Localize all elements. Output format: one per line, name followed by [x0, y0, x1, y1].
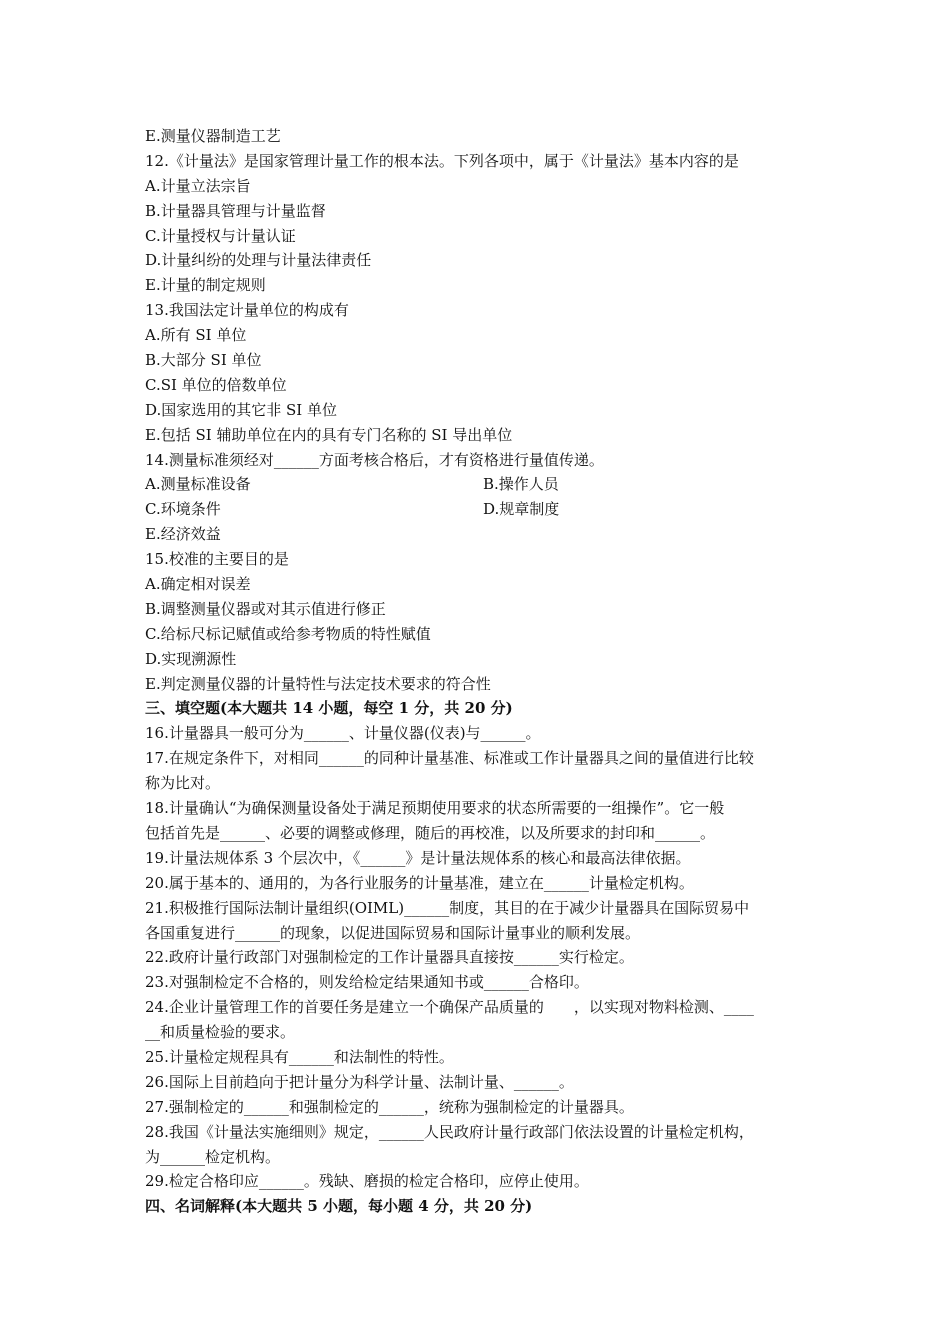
option-right: D.规章制度 — [483, 500, 560, 519]
text-line: 25.计量检定规程具有______和法制性的特性。 — [145, 1047, 454, 1066]
text-line: A.确定相对误差 — [145, 575, 251, 594]
text-line: B.计量器具管理与计量监督 — [145, 201, 326, 220]
text-line: B.大部分 SI 单位 — [145, 351, 262, 370]
text-line: D.实现溯源性 — [145, 649, 237, 668]
text-line: 17.在规定条件下，对相同______的同种计量基准、标准或工作计量器具之间的量值进行比较 — [145, 749, 754, 768]
text-line: E.计量的制定规则 — [145, 276, 266, 295]
text-line: 15.校准的主要目的是 — [145, 550, 289, 569]
option-left: C.环境条件 — [145, 500, 221, 519]
text-line: C.计量授权与计量认证 — [145, 226, 296, 245]
text-line: C.SI 单位的倍数单位 — [145, 375, 287, 394]
text-line: E.测量仪器制造工艺 — [145, 127, 281, 145]
text-line: 为______检定机构。 — [145, 1147, 281, 1166]
option-row — [145, 472, 810, 497]
text-line: E.经济效益 — [145, 525, 221, 544]
text-line: C.给标尺标记赋值或给参考物质的特性赋值 — [145, 624, 431, 643]
option-right: B.操作人员 — [483, 475, 559, 494]
text-line: 12.《计量法》是国家管理计量工作的根本法。下列各项中，属于《计量法》基本内容的是 — [145, 151, 739, 170]
text-line: 24.企业计量管理工作的首要任务是建立一个确保产品质量的 ，以实现对物料检测、____ — [145, 998, 754, 1017]
text-line: D.国家选用的其它非 SI 单位 — [145, 400, 337, 419]
text-line: 29.检定合格印应______。残缺、磨损的检定合格印，应停止使用。 — [145, 1172, 589, 1191]
text-line: 16.计量器具一般可分为______、计量仪器(仪表)与______。 — [145, 724, 541, 743]
text-line: 21.积极推行国际法制计量组织(OIML)______制度，其目的在于减少计量器具在国际贸易中 — [145, 898, 750, 917]
option-row — [145, 497, 810, 522]
text-line: __和质量检验的要求。 — [145, 1023, 296, 1042]
text-line: 包括首先是______、必要的调整或修理，随后的再校准，以及所要求的封印和______。 — [145, 823, 716, 842]
section-heading: 四、名词解释(本大题共 5 小题，每小题 4 分，共 20 分) — [145, 1197, 533, 1216]
section-heading: 三、填空题(本大题共 14 小题，每空 1 分，共 20 分) — [145, 699, 513, 718]
text-line: 20.属于基本的、通用的，为各行业服务的计量基准，建立在______计量检定机构。 — [145, 873, 694, 892]
text-line: E.包括 SI 辅助单位在内的具有专门名称的 SI 导出单位 — [145, 425, 513, 444]
text-line: 13.我国法定计量单位的构成有 — [145, 301, 349, 320]
text-line: 19.计量法规体系 3 个层次中，《______》是计量法规体系的核心和最高法律依据。 — [145, 848, 691, 867]
option-left: A.测量标准设备 — [145, 475, 251, 494]
text-line: A.所有 SI 单位 — [145, 326, 247, 345]
text-line: 18.计量确认“为确保测量设备处于满足预期使用要求的状态所需要的一组操作”。它一般 — [145, 799, 725, 818]
text-line: 14.测量标准须经对______方面考核合格后，才有资格进行量值传递。 — [145, 450, 604, 469]
text-line: 28.我国《计量法实施细则》规定，______人民政府计量行政部门依法设置的计量检定机构， — [145, 1122, 754, 1141]
text-line: 27.强制检定的______和强制检定的______，统称为强制检定的计量器具。 — [145, 1097, 634, 1116]
document-body — [145, 124, 810, 1219]
text-line: A.计量立法宗旨 — [145, 176, 251, 195]
text-line: D.计量纠纷的处理与计量法律责任 — [145, 251, 372, 270]
text-line: 26.国际上目前趋向于把计量分为科学计量、法制计量、______。 — [145, 1072, 574, 1091]
text-line: 各国重复进行______的现象，以促进国际贸易和国际计量事业的顺利发展。 — [145, 923, 641, 942]
text-line: 称为比对。 — [145, 774, 221, 793]
text-line: E.判定测量仪器的计量特性与法定技术要求的符合性 — [145, 674, 491, 693]
text-line: B.调整测量仪器或对其示值进行修正 — [145, 599, 386, 618]
text-line: 22.政府计量行政部门对强制检定的工作计量器具直接按______实行检定。 — [145, 948, 634, 967]
text-line: 23.对强制检定不合格的，则发给检定结果通知书或______合格印。 — [145, 973, 589, 992]
